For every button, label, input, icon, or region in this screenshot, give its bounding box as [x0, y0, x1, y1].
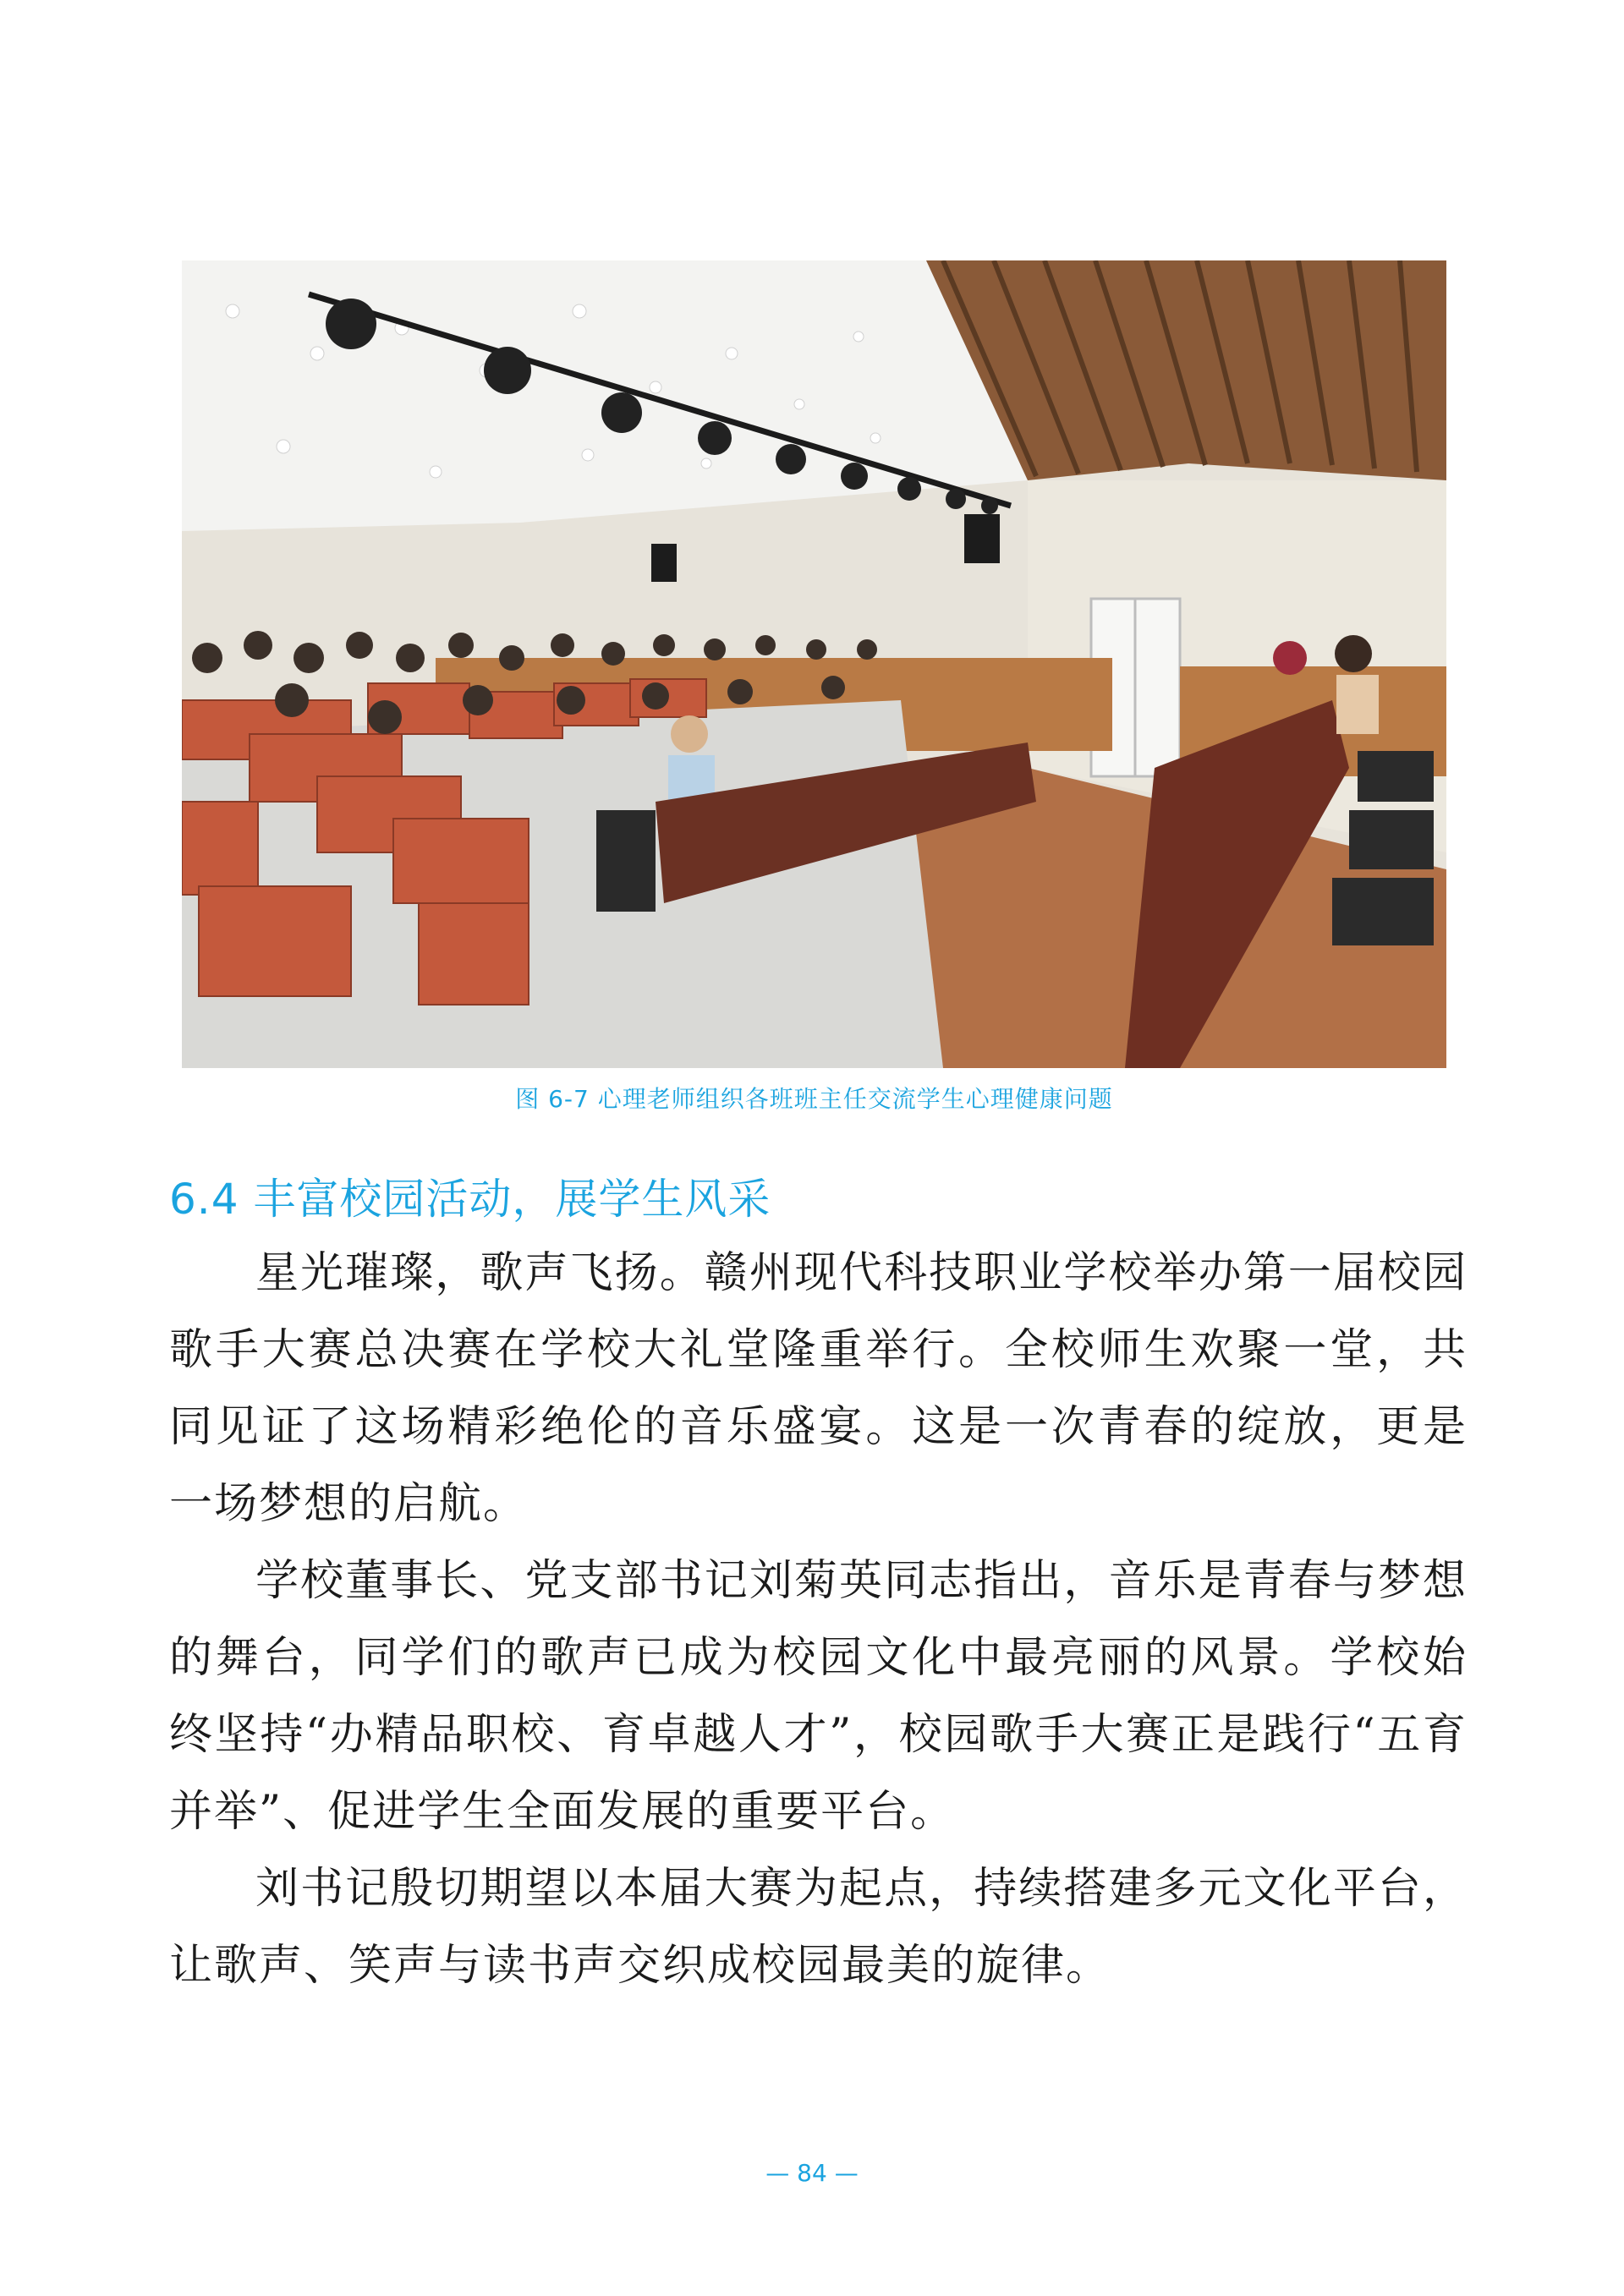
paragraph-1: 星光璀璨，歌声飞扬。赣州现代科技职业学校举办第一届校园歌手大赛总决赛在学校大礼堂隆重举行。全校师生欢聚一堂，共同见证了这场精彩绝伦的音乐盛宴。这是一次青春的绽放，更是一场梦想的启航。 [169, 1248, 1468, 1529]
figure-caption: 图 6-7 心理老师组织各班班主任交流学生心理健康问题 [515, 1085, 1113, 1113]
auditorium-photo [182, 260, 1446, 1068]
page-number: — 84 — [765, 2159, 859, 2187]
paragraph-3: 刘书记殷切期望以本届大赛为起点，持续搭建多元文化平台，让歌声、笑声与读书声交织成校园最美的旋律。 [169, 1864, 1468, 1991]
section-heading: 6.4 丰富校园活动，展学生风采 [169, 1175, 771, 1224]
body-text [169, 1235, 1468, 2004]
paragraph-2: 学校董事长、党支部书记刘菊英同志指出，音乐是青春与梦想的舞台，同学们的歌声已成为校园文化中最亮丽的风景。学校始终坚持“办精品职校、育卓越人才”，校园歌手大赛正是践行“五育并举”、促进学生全面发展的重要平台。 [169, 1556, 1468, 1837]
